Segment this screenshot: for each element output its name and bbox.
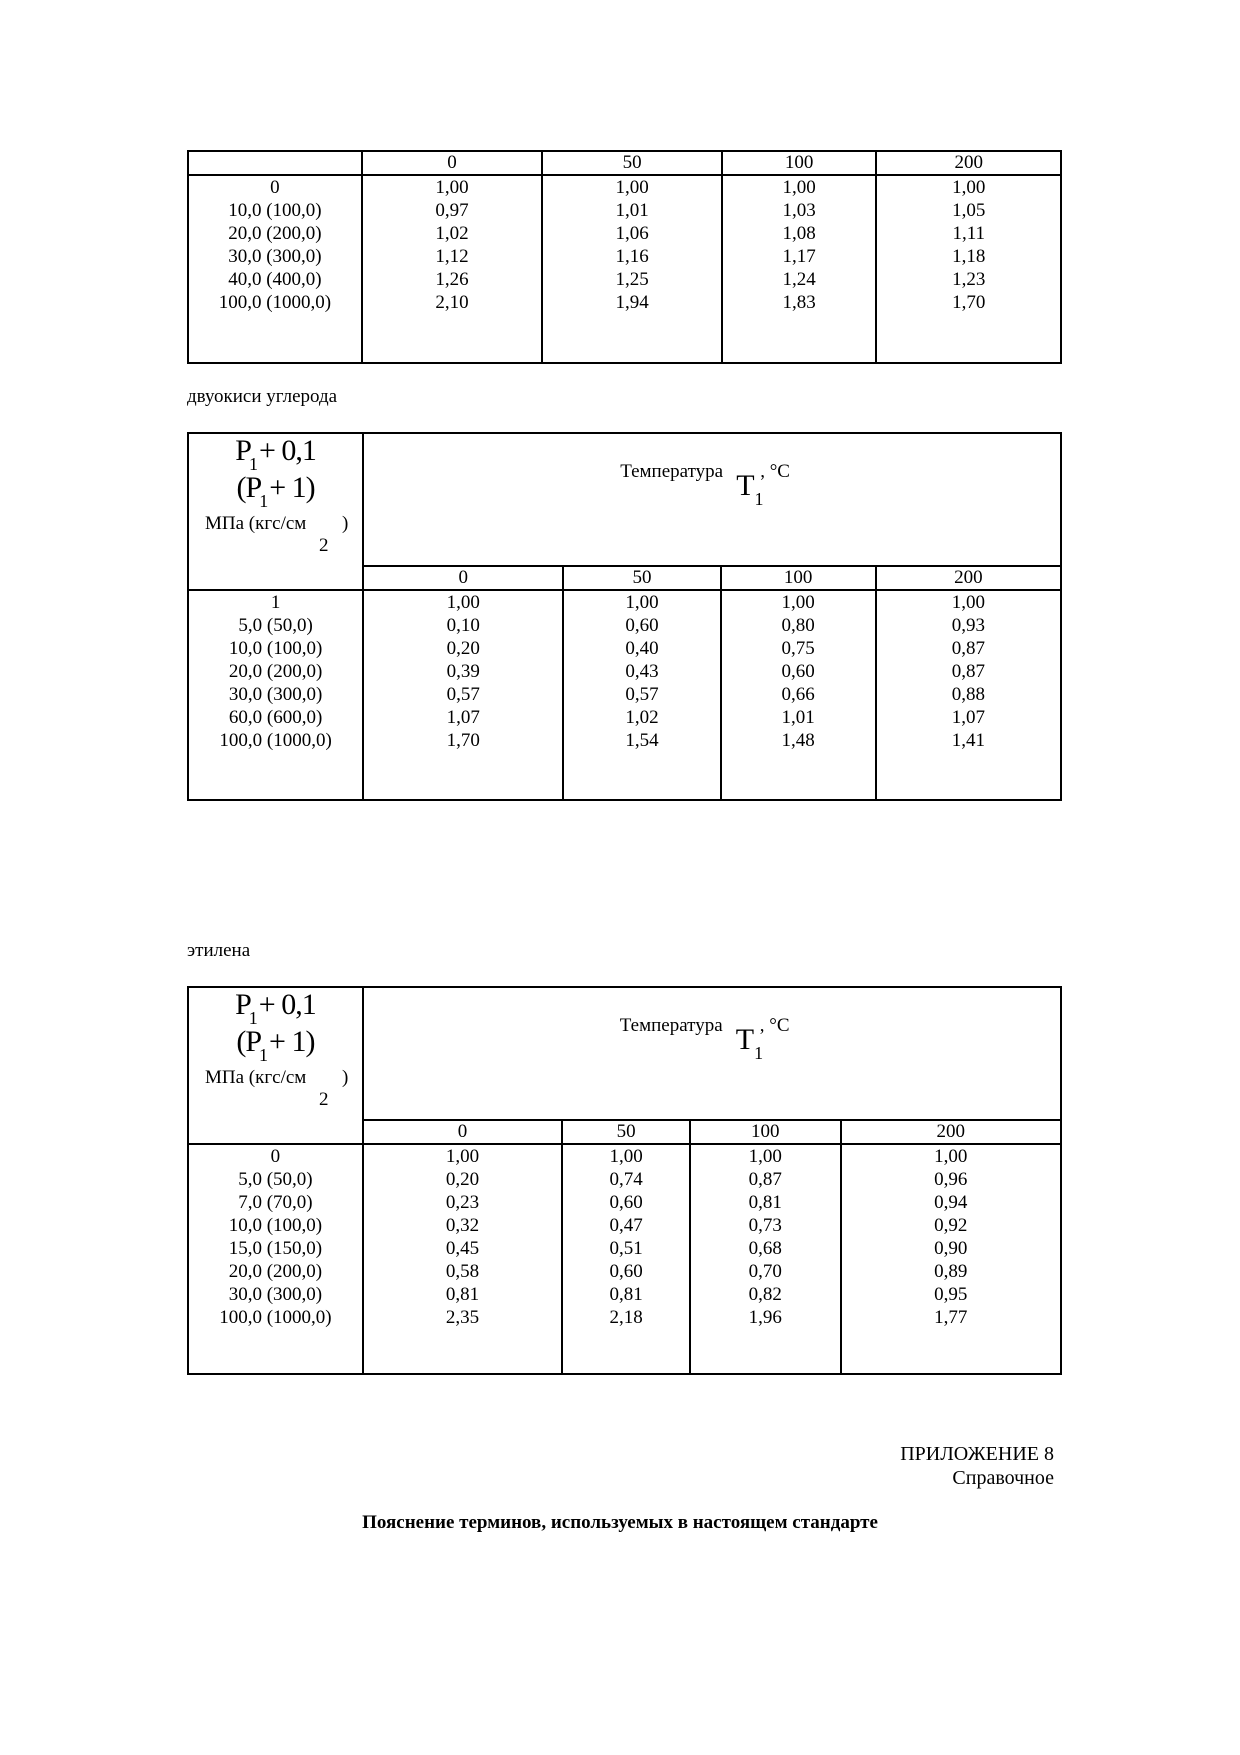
pressure-unit: МПа (кгс/см [205, 513, 307, 534]
cell-value: 0,88 [951, 684, 985, 705]
header-cell [188, 151, 362, 175]
cell-value: 0,95 [934, 1284, 968, 1305]
header-cell: 50 [562, 1120, 690, 1144]
cell-value: 1,01 [615, 200, 649, 221]
cell-value: 0,40 [625, 638, 659, 659]
cell-value: 0,39 [446, 661, 480, 682]
cell-value: 0,23 [445, 1192, 480, 1213]
cell-value: 0,60 [609, 1192, 643, 1213]
pressure-unit-exponent: 2 [319, 535, 329, 556]
coefficient-table-carbon-dioxide [187, 432, 1062, 801]
cell-value: 10,0 (100,0) [228, 200, 322, 221]
cell-value: 0,68 [748, 1238, 782, 1259]
cell-value: 1,00 [782, 177, 816, 198]
pressure-formula: $P_1+ 0,1$ $(P_1+ 1)$ МПа (кгс/см 2 ) [205, 434, 349, 556]
cell-value: 0,81 [609, 1284, 643, 1305]
cell-value: 1,94 [615, 292, 649, 313]
cell-value: 0,51 [609, 1238, 643, 1259]
cell-value: 100,0 (1000,0) [218, 292, 332, 313]
cell-value: 40,0 (400,0) [228, 269, 322, 290]
cell-value: 1,24 [782, 269, 816, 290]
cell-value: 30,0 (300,0) [228, 1284, 323, 1305]
temperature-unit: , °C [760, 461, 790, 482]
appendix-heading [900, 1442, 1054, 1490]
cell-value: 1,17 [782, 246, 816, 267]
cell-value: 0,82 [748, 1284, 782, 1305]
temp-0-column [363, 1144, 562, 1374]
cell-value: 0,10 [446, 615, 480, 636]
temp-100-column [721, 590, 876, 800]
temp-50-column [562, 1144, 690, 1374]
table-title-row [188, 987, 1061, 1120]
header-cell: 50 [563, 566, 720, 590]
cell-value: 5,0 (50,0) [238, 615, 313, 636]
cell-value: 60,0 (600,0) [228, 707, 323, 728]
cell-value: 0,92 [934, 1215, 968, 1236]
cell-value: 1,96 [748, 1307, 782, 1328]
header-cell: 0 [363, 1120, 562, 1144]
cell-value: 1,83 [782, 292, 816, 313]
cell-value: 0,73 [748, 1215, 782, 1236]
cell-value: 1,06 [615, 223, 649, 244]
cell-value: 20,0 (200,0) [228, 661, 323, 682]
cell-value: 0,32 [445, 1215, 480, 1236]
temperature-symbol: $T_1$ [736, 469, 764, 509]
cell-value: 1,01 [781, 707, 815, 728]
cell-value: 0,97 [435, 200, 469, 221]
cell-value: 0 [270, 1146, 281, 1167]
table-body-row [188, 1144, 1061, 1374]
cell-value: 1,11 [952, 223, 985, 244]
appendix-number: ПРИЛОЖЕНИЕ 8 [900, 1443, 1054, 1465]
header-cell: 100 [722, 151, 877, 175]
temp-100-column [690, 1144, 841, 1374]
cell-value: 0,94 [934, 1192, 968, 1213]
cell-value: 1,18 [952, 246, 986, 267]
cell-value: 0,81 [748, 1192, 782, 1213]
cell-value: 1,12 [435, 246, 469, 267]
header-cell: 0 [363, 566, 563, 590]
cell-value: 1,16 [615, 246, 649, 267]
cell-value: 0,60 [781, 661, 815, 682]
temp-0-column [362, 175, 543, 363]
cell-value: 1,00 [435, 177, 469, 198]
temperature-symbol: $T_1$ [735, 1023, 764, 1063]
pressure-unit-exponent: 2 [319, 1089, 329, 1110]
cell-value: 1,00 [625, 592, 659, 613]
table-body-row [188, 175, 1061, 363]
header-cell: 200 [876, 566, 1061, 590]
cell-value: 0,80 [781, 615, 815, 636]
table-header-row [188, 151, 1061, 175]
cell-value: 1,07 [951, 707, 985, 728]
cell-value: 0,57 [446, 684, 480, 705]
table-caption-carbon-dioxide: двуокиси углерода [187, 386, 338, 407]
coefficient-table-1 [187, 150, 1062, 364]
cell-value: 1,70 [446, 730, 480, 751]
cell-value: 1,26 [435, 269, 469, 290]
cell-value: 2,10 [435, 292, 469, 313]
header-cell: 100 [690, 1120, 841, 1144]
cell-value: 0 [270, 177, 280, 198]
cell-value: 1,00 [781, 592, 815, 613]
cell-value: 0,87 [748, 1169, 782, 1190]
cell-value: 2,18 [609, 1307, 643, 1328]
cell-value: 1,00 [446, 592, 480, 613]
temp-0-column [363, 590, 563, 800]
table-title-row [188, 433, 1061, 566]
cell-value: 0,96 [934, 1169, 968, 1190]
cell-value: 0,87 [951, 638, 985, 659]
cell-value: 0,20 [445, 1169, 480, 1190]
cell-value: 10,0 (100,0) [228, 1215, 323, 1236]
cell-value: 0,74 [609, 1169, 643, 1190]
cell-value: 0,20 [446, 638, 480, 659]
cell-value: 0,60 [625, 615, 659, 636]
header-cell: 200 [841, 1120, 1061, 1144]
cell-value: 1,25 [615, 269, 649, 290]
cell-value: 1,23 [952, 269, 986, 290]
cell-value: 0,81 [445, 1284, 480, 1305]
corner-header-cell [188, 433, 363, 590]
temperature-unit: , °C [759, 1015, 790, 1036]
header-cell: 200 [876, 151, 1061, 175]
cell-value: 1,48 [781, 730, 815, 751]
cell-value: 1,05 [952, 200, 986, 221]
cell-value: 0,45 [445, 1238, 480, 1259]
corner-header-cell [188, 987, 363, 1144]
cell-value: 1,02 [435, 223, 469, 244]
cell-value: 0,70 [748, 1261, 782, 1282]
pressure-column [188, 1144, 363, 1374]
temp-50-column [542, 175, 722, 363]
temperature-header-cell [363, 433, 1061, 566]
cell-value: 1,77 [934, 1307, 968, 1328]
cell-value: 30,0 (300,0) [228, 684, 323, 705]
cell-value: 0,89 [934, 1261, 968, 1282]
cell-value: 10,0 (100,0) [228, 638, 323, 659]
cell-value: 30,0 (300,0) [228, 246, 322, 267]
cell-value: 0,87 [951, 661, 985, 682]
cell-value: 1,00 [609, 1146, 643, 1167]
header-cell: 50 [542, 151, 722, 175]
coefficient-table-ethylene [187, 986, 1062, 1375]
pressure-column [188, 175, 362, 363]
cell-value: 1,07 [446, 707, 480, 728]
cell-value: 0,60 [609, 1261, 643, 1282]
cell-value: 1,03 [782, 200, 816, 221]
temp-200-column [876, 590, 1061, 800]
cell-value: 1,08 [782, 223, 816, 244]
temp-100-column [722, 175, 877, 363]
table-caption-ethylene: этилена [187, 940, 251, 961]
cell-value: 0,47 [609, 1215, 643, 1236]
cell-value: 2,35 [445, 1307, 480, 1328]
temp-200-column [841, 1144, 1061, 1374]
temp-50-column [563, 590, 720, 800]
cell-value: 0,58 [445, 1261, 480, 1282]
cell-value: 1,00 [615, 177, 649, 198]
cell-value: 0,75 [781, 638, 815, 659]
temperature-label: Температура [619, 1015, 723, 1036]
cell-value: 15,0 (150,0) [228, 1238, 323, 1259]
cell-value: 1,00 [952, 177, 986, 198]
cell-value: 0,90 [934, 1238, 968, 1259]
cell-value: 1,02 [625, 707, 659, 728]
cell-value: 1,00 [748, 1146, 782, 1167]
cell-value: 1,00 [951, 592, 985, 613]
cell-value: 100,0 (1000,0) [219, 730, 332, 751]
cell-value: 1,70 [952, 292, 986, 313]
pressure-column [188, 590, 363, 800]
table-body-row [188, 590, 1061, 800]
cell-value: 1,54 [625, 730, 659, 751]
cell-value: 1 [270, 592, 281, 613]
pressure-formula: $P_1+ 0,1$ $(P_1+ 1)$ МПа (кгс/см 2 ) [205, 988, 349, 1110]
cell-value: 0,43 [625, 661, 659, 682]
cell-value: 0,57 [625, 684, 659, 705]
section-title: Пояснение терминов, используемых в настоящем стандарте [362, 1512, 878, 1533]
cell-value: 100,0 (1000,0) [219, 1307, 332, 1328]
header-cell: 100 [721, 566, 876, 590]
pressure-unit: МПа (кгс/см [205, 1067, 307, 1088]
cell-value: 0,93 [951, 615, 985, 636]
cell-value: 20,0 (200,0) [228, 1261, 323, 1282]
cell-value: 1,41 [951, 730, 985, 751]
appendix-kind: Справочное [952, 1467, 1054, 1489]
temp-200-column [876, 175, 1061, 363]
header-cell: 0 [362, 151, 543, 175]
cell-value: 20,0 (200,0) [228, 223, 322, 244]
cell-value: 5,0 (50,0) [238, 1169, 313, 1190]
cell-value: 1,00 [934, 1146, 968, 1167]
cell-value: 1,00 [445, 1146, 480, 1167]
temperature-header-cell [363, 987, 1061, 1120]
cell-value: 7,0 (70,0) [238, 1192, 313, 1213]
temperature-label: Температура [620, 461, 724, 482]
cell-value: 0,66 [781, 684, 815, 705]
